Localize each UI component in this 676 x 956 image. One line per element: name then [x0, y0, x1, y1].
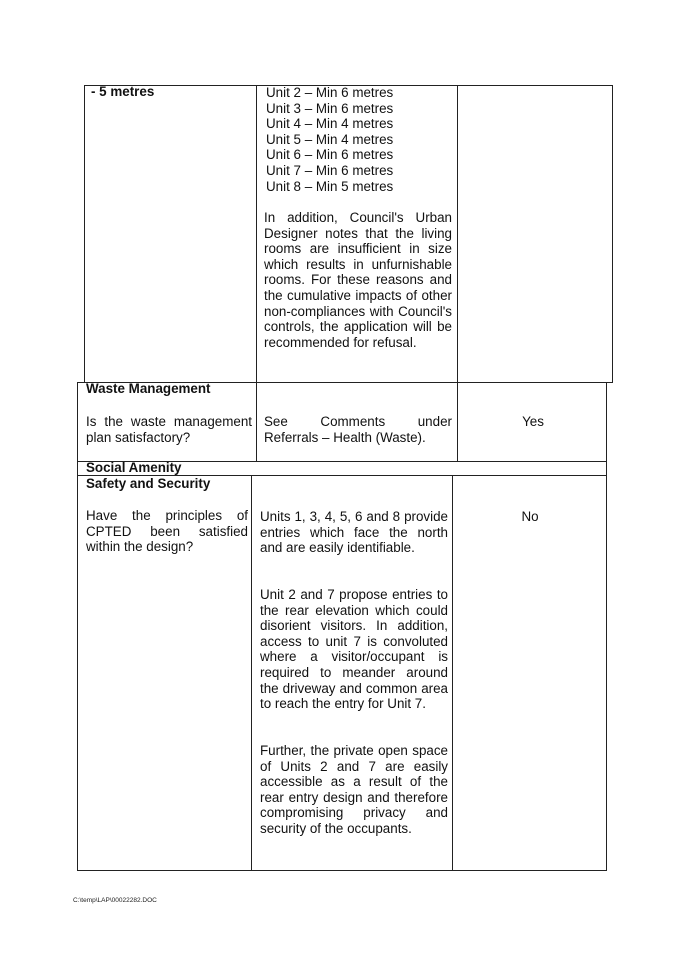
column-divider: [457, 85, 458, 383]
cpted-question: Have the principles of CPTED been satisfied within the design?: [86, 508, 248, 555]
column-divider: [452, 475, 453, 871]
column-divider: [256, 85, 257, 383]
urban-designer-paragraph: In addition, Council's Urban Designer notes that the living rooms are insufficient in size which results in unfurnishable rooms. For these reasons and the cumulative impacts of other non-compliances with Council's controls, the application will be recommended for refusal.: [264, 210, 452, 350]
unit-setback-item: Unit 7 – Min 6 metres: [266, 162, 394, 178]
waste-management-heading: Waste Management: [86, 381, 211, 396]
unit-setback-item: Unit 4 – Min 4 metres: [266, 116, 394, 132]
unit-setback-item: Unit 5 – Min 4 metres: [266, 131, 394, 147]
column-divider: [256, 382, 257, 461]
waste-answer: Yes: [522, 414, 544, 429]
unit-setback-item: Unit 3 – Min 6 metres: [266, 100, 394, 116]
file-path-footer: C:\temp\LAP\00022282.DOC: [73, 897, 157, 904]
setback-heading: - 5 metres: [91, 84, 155, 99]
rear-entries-paragraph: Unit 2 and 7 propose entries to the rear elevation which could disorient visitors. In addition, access to unit 7 is convoluted where a visitor/occupant is required to meander around the driveway and common area to reach the entry for Unit 7.: [260, 587, 448, 712]
unit-setback-item: Unit 2 – Min 6 metres: [266, 85, 394, 100]
waste-question: Is the waste management plan satisfactory?: [86, 414, 252, 445]
cpted-answer: No: [521, 509, 539, 524]
column-divider: [251, 475, 252, 871]
unit-setback-item: Unit 8 – Min 5 metres: [266, 178, 394, 194]
entries-paragraph: Units 1, 3, 4, 5, 6 and 8 provide entries which face the north and are easily identifiable.: [260, 509, 448, 556]
private-open-space-paragraph: Further, the private open space of Units 2 and 7 are easily accessible as a result of the rear entry design and therefore compromising privacy and security of the occupants.: [260, 743, 448, 836]
unit-setback-item: Unit 6 – Min 6 metres: [266, 147, 394, 163]
social-amenity-heading: Social Amenity: [86, 460, 182, 475]
unit-setback-list: [266, 85, 452, 194]
safety-security-heading: Safety and Security: [86, 476, 211, 491]
waste-comment: See Comments under Referrals – Health (Waste).: [264, 414, 452, 445]
